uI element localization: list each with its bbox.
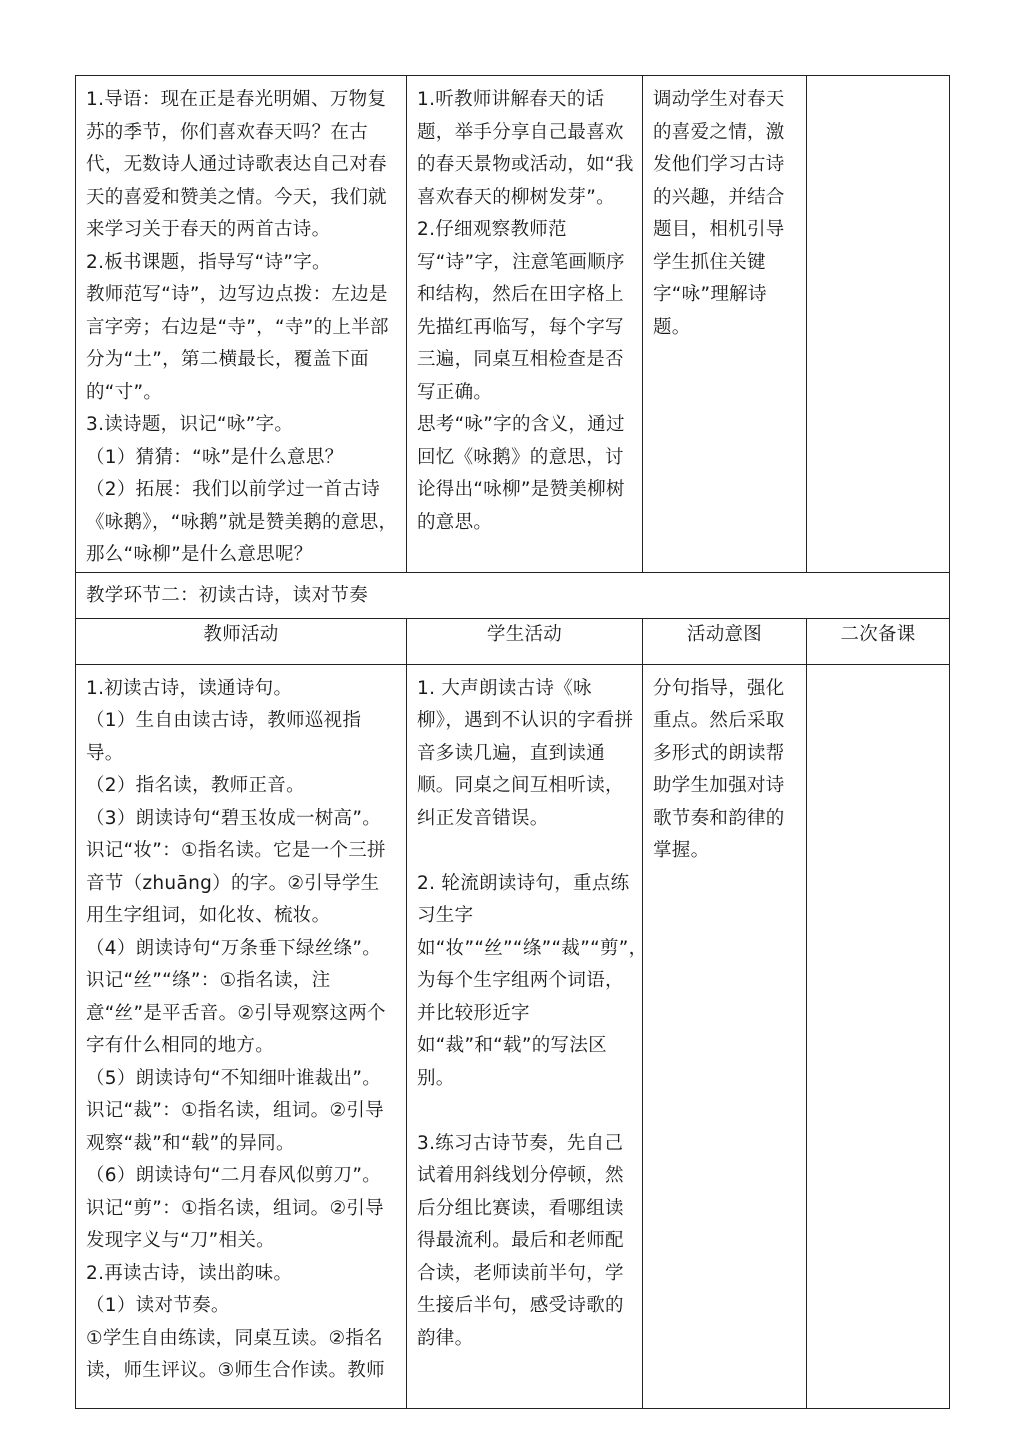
header-cell-intent: [643, 618, 807, 664]
header-student-activity: 学生活动: [486, 623, 563, 645]
header-cell-student: [407, 618, 643, 664]
table-row: [76, 76, 950, 573]
student-activity-cell: [407, 664, 648, 1408]
header-row: [76, 618, 950, 664]
student-activity-cell: [407, 76, 643, 573]
teacher-activity-text: 1.导语：现在正是春光明媚、万物复苏的季节，你们喜欢春天吗？在古代，无数诗人通过诗歌表达自己对春天的喜爱和赞美之情。今天，我们就来学习关于春天的两首古诗。 2.板书课题，指导写“诗”字。 教师范写“诗”，边写边点拨：左边是言字旁；右边是“寺”，“寺”的上半部分为“土”，第二横最长，覆盖下面的“寸”。 3.读诗题，识记“咏”字。 （1）猜猜：“咏”是什么意思？ （2）拓展：我们以前学过一首古诗《咏鹅》，“咏鹅”就是赞美鹅的意思，那么“咏柳”是什么意思呢？: [86, 89, 398, 565]
secondary-prep-text: [807, 665, 949, 673]
secondary-prep-cell: [807, 76, 950, 573]
student-activity-text: 1.听教师讲解春天的话题，举手分享自己最喜欢的春天景物或活动，如“我喜欢春天的柳树发芽”。 2.仔细观察教师范写“诗”字，注意笔画顺序和结构，然后在田字格上先描红再临写，每个字写三遍，同桌互相检查是否写正确。 思考“咏”字的含义，通过回忆《咏鹅》的意思，讨论得出“咏柳”是赞美柳树的意思。: [417, 89, 634, 533]
student-activity-text: 1. 大声朗读古诗《咏柳》，遇到不认识的字看拼音多读几遍，直到读通顺。同桌之间互相听读，纠正发音错误。 2. 轮流朗读诗句，重点练习生字如“妆”“丝”“绦”“裁”“剪”，为每个生字组两个词语，并比较形近字如“裁”和“载”的写法区别。 3.练习古诗节奏，先自己试着用斜线划分停顿，然后分组比赛读，看哪组读得最流利。最后和老师配合读，老师读前半句，学生接后半句，感受诗歌的韵律。: [417, 677, 648, 1349]
header-cell-notes: [807, 618, 950, 664]
activity-intent-text: 调动学生对春天的喜爱之情，激发他们学习古诗的兴趣，并结合题目，相机引导学生抓住关键字“咏”理解诗题。: [653, 89, 785, 338]
header-teacher-activity: 教师活动: [203, 623, 279, 645]
activity-intent-text: 分句指导，强化重点。然后采取多形式的朗读帮助学生加强对诗歌节奏和韵律的掌握。: [653, 677, 785, 861]
section-row: [76, 572, 950, 618]
teacher-activity-text: 1.初读古诗，读通诗句。 （1）生自由读古诗，教师巡视指导。 （2）指名读，教师正音。 （3）朗读诗句“碧玉妆成一树高”。识记“妆”：①指名读。它是一个三拼音节（zhuāng）的字。②引导学生用生字组词，如化妆、梳妆。 （4）朗读诗句“万条垂下绿丝绦”。识记“丝”“绦”：①指名读，注意“丝”是平舌音。②引导观察这两个字有什么相同的地方。 （5）朗读诗句“不知细叶谁裁出”。识记“裁”：①指名读，组词。②引导观察“裁”和“载”的异同。 （6）朗读诗句“二月春风似剪刀”。识记“剪”：①指名读，组词。②引导发现字义与“刀”相关。 2.再读古诗，读出韵味。 （1）读对节奏。 ①学生自由练读，同桌互读。②指名读，师生评议。③师生合作读。教师: [86, 677, 386, 1381]
table-row: [76, 664, 950, 1408]
header-activity-intent: 活动意图: [686, 623, 763, 645]
header-secondary-prep: 二次备课: [840, 623, 916, 645]
teacher-activity-cell: [76, 76, 407, 573]
header-cell-teacher: [76, 618, 407, 664]
lesson-plan-table: [75, 75, 950, 1409]
activity-intent-cell: [643, 76, 807, 573]
teacher-activity-cell: [76, 664, 407, 1408]
activity-intent-cell: [643, 664, 807, 1408]
secondary-prep-text: [807, 76, 949, 84]
section-title-cell: [76, 572, 950, 618]
section-title: 教学环节二：初读古诗，读对节奏: [86, 584, 369, 606]
secondary-prep-cell: [807, 664, 950, 1408]
